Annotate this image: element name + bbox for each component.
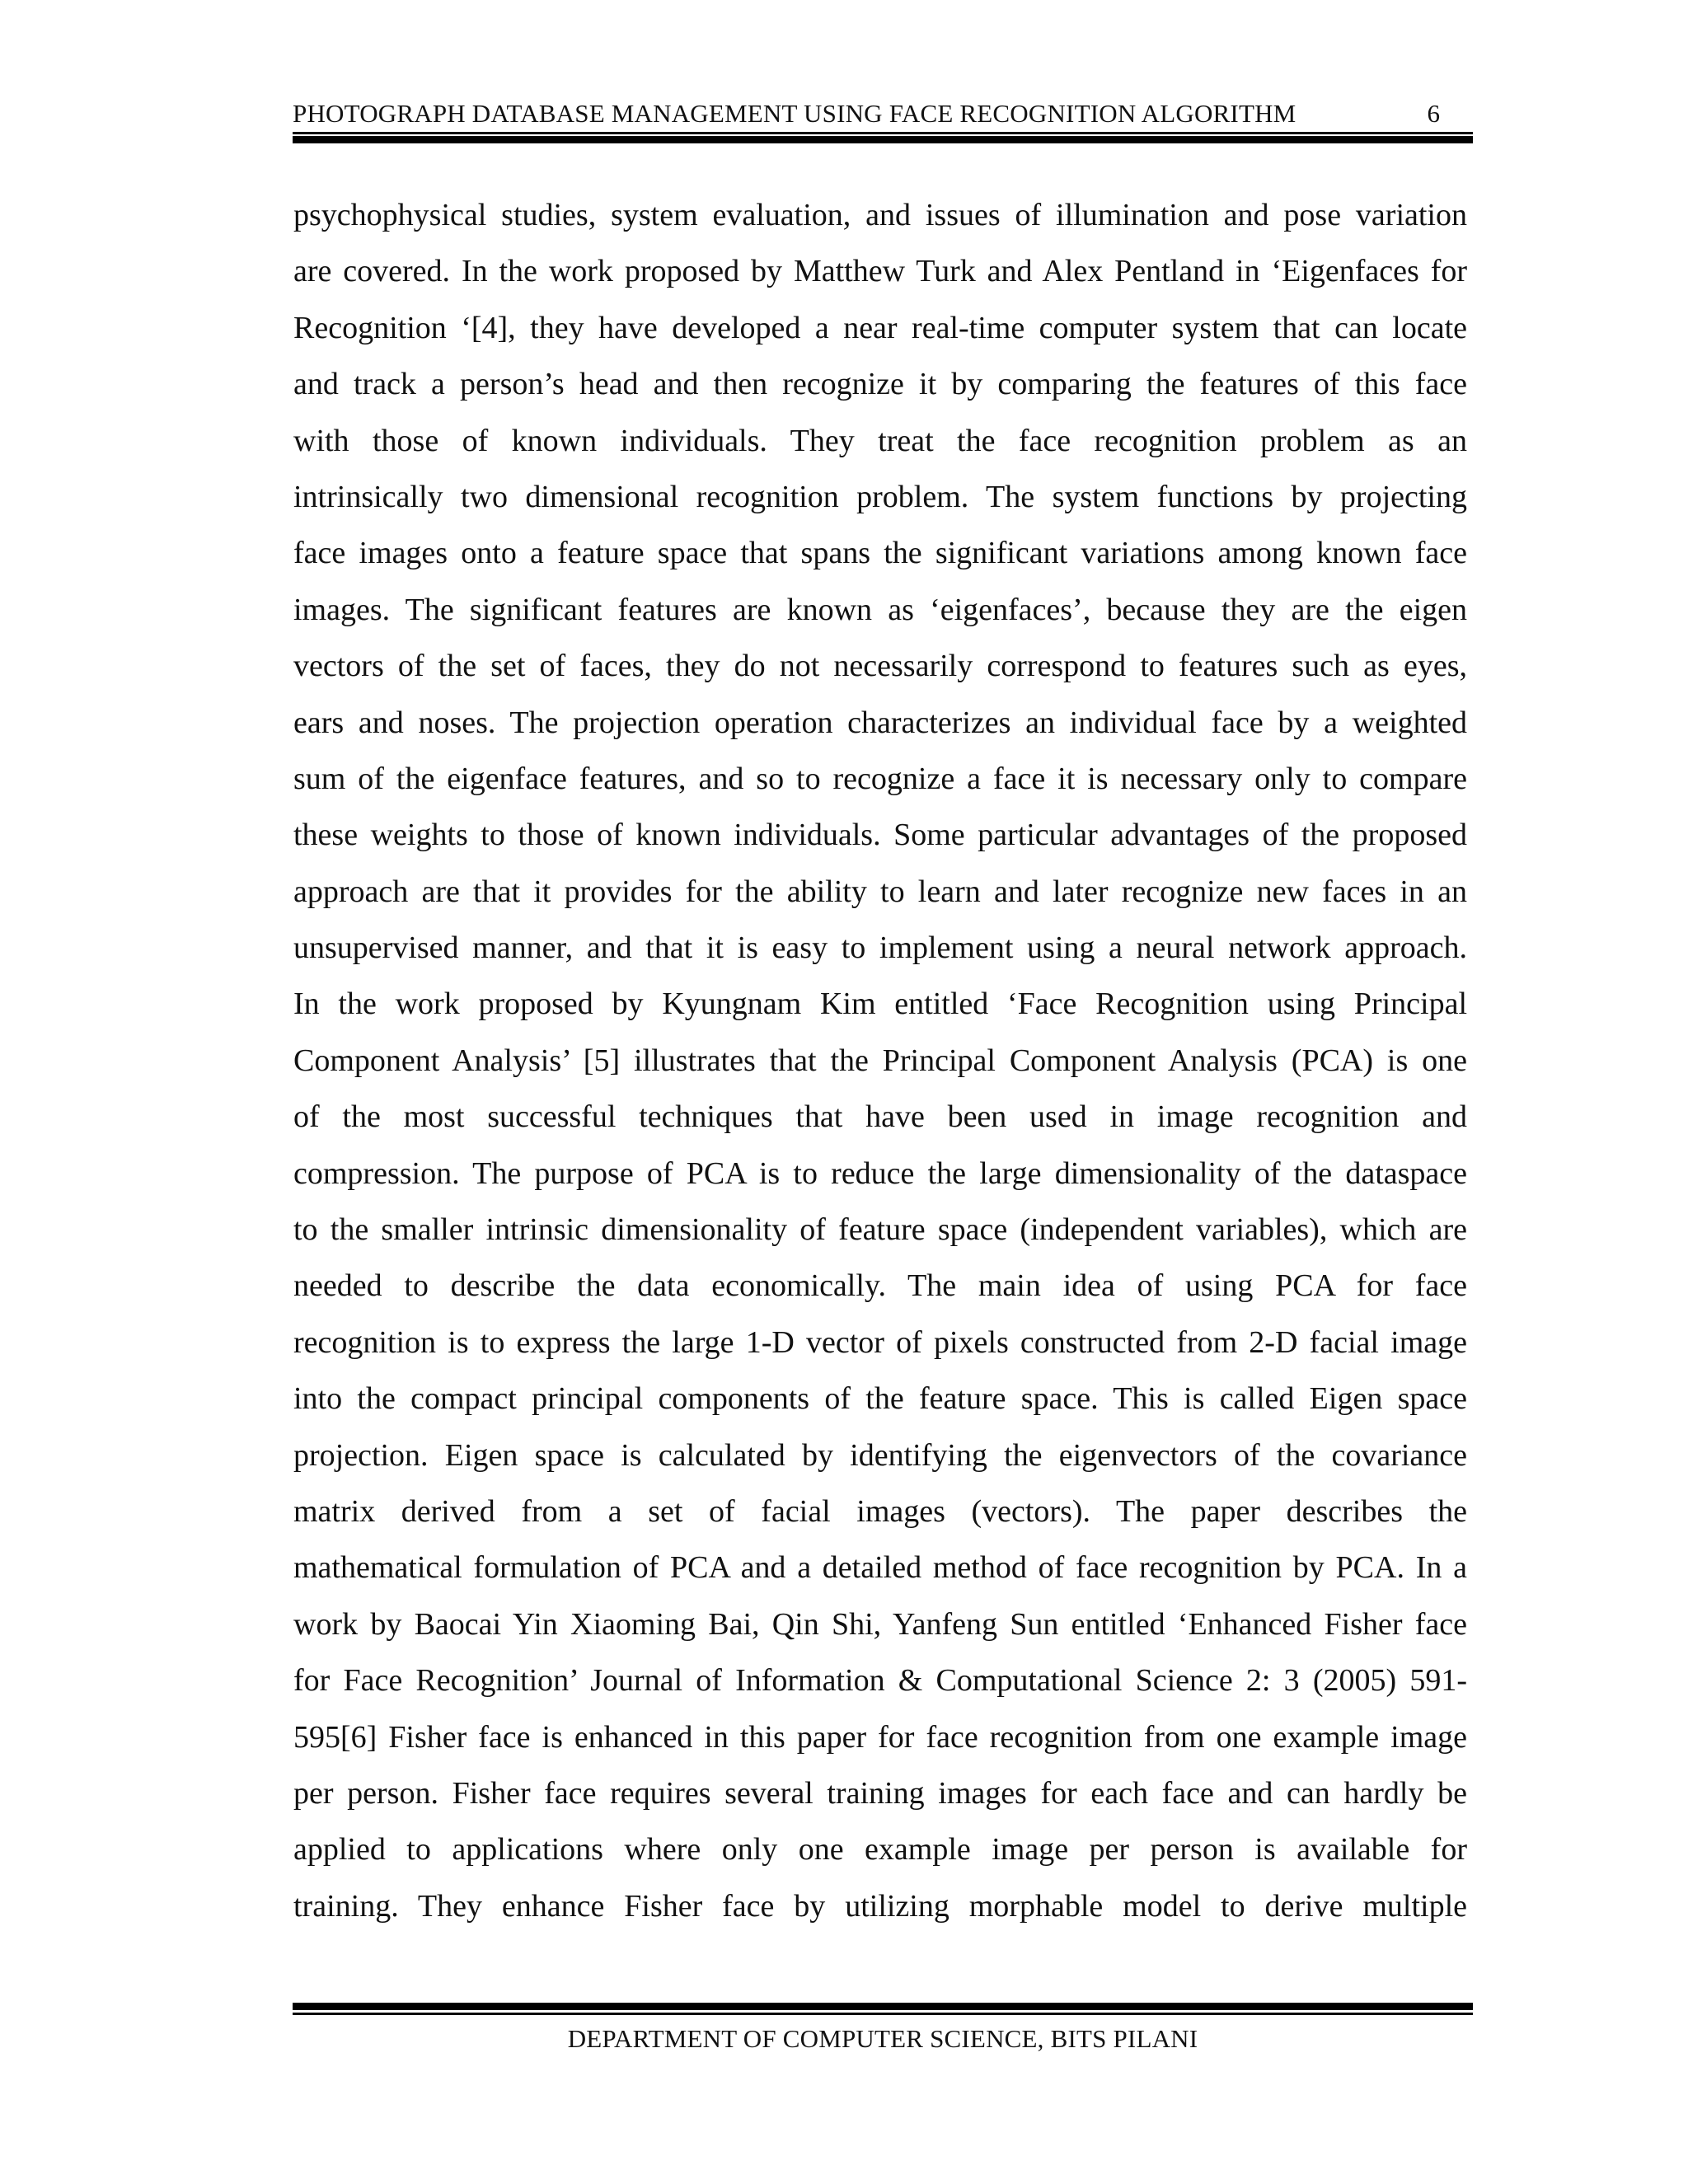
page-footer: DEPARTMENT OF COMPUTER SCIENCE, BITS PILANI xyxy=(567,2024,1198,2053)
text-line: intrinsically two dimensional recognition problem. The system functions by projecting xyxy=(293,479,1467,514)
text-line: ears and noses. The projection operation characterizes an individual face by a weighted xyxy=(293,705,1467,740)
text-line: training. They enhance Fisher face by utilizing morphable model to derive multiple xyxy=(293,1888,1467,1924)
body-paragraph xyxy=(293,187,1467,1934)
text-line: per person. Fisher face requires several training images for each face and can hardly be xyxy=(293,1775,1467,1811)
text-line: In the work proposed by Kyungnam Kim entitled ‘Face Recognition using Principal xyxy=(293,987,1467,1022)
text-line: these weights to those of known individuals. Some particular advantages of the proposed xyxy=(293,818,1467,853)
text-line: of the most successful techniques that have been used in image recognition and xyxy=(293,1099,1467,1135)
text-line: into the compact principal components of the feature space. This is called Eigen space xyxy=(293,1381,1467,1417)
footer-rule-thick xyxy=(293,2003,1473,2010)
header-title: PHOTOGRAPH DATABASE MANAGEMENT USING FACE RECOGNITION ALGORITHM xyxy=(293,99,1296,128)
text-line: with those of known individuals. They treat the face recognition problem as an xyxy=(293,423,1467,458)
text-line: needed to describe the data economically. The main idea of using PCA for face xyxy=(293,1268,1467,1304)
text-line: Component Analysis’ [5] illustrates that the Principal Component Analysis (PCA) is one xyxy=(293,1043,1467,1078)
text-line: face images onto a feature space that spans the significant variations among known face xyxy=(293,536,1467,571)
text-line: projection. Eigen space is calculated by identifying the eigenvectors of the covariance xyxy=(293,1437,1467,1473)
page-number: 6 xyxy=(1427,99,1440,128)
text-line: images. The significant features are known as ‘eigenfaces’, because they are the eigen xyxy=(293,592,1467,627)
text-line: applied to applications where only one example image per person is available for xyxy=(293,1832,1467,1868)
text-line: for Face Recognition’ Journal of Information & Computational Science 2: 3 (2005) 591- xyxy=(293,1663,1467,1699)
text-line: 595[6] Fisher face is enhanced in this paper for face recognition from one example image xyxy=(293,1719,1467,1755)
footer-rule-thin xyxy=(293,2013,1473,2015)
text-line: matrix derived from a set of facial images (vectors). The paper describes the xyxy=(293,1493,1467,1529)
text-line: mathematical formulation of PCA and a detailed method of face recognition by PCA. In a xyxy=(293,1550,1467,1586)
page-header xyxy=(293,97,1473,130)
header-rule-thick xyxy=(293,136,1473,143)
text-line: to the smaller intrinsic dimensionality of feature space (independent variables), which are xyxy=(293,1212,1467,1248)
text-line: Recognition ‘[4], they have developed a near real-time computer system that can locate xyxy=(293,310,1467,345)
text-line: vectors of the set of faces, they do not necessarily correspond to features such as eyes, xyxy=(293,649,1467,684)
text-line: psychophysical studies, system evaluation, and issues of illumination and pose variation xyxy=(293,198,1467,232)
text-line: approach are that it provides for the ability to learn and later recognize new faces in an xyxy=(293,874,1467,909)
text-line: recognition is to express the large 1-D vector of pixels constructed from 2-D facial image xyxy=(293,1324,1467,1360)
text-line: and track a person’s head and then recognize it by comparing the features of this face xyxy=(293,367,1467,402)
text-line: work by Baocai Yin Xiaoming Bai, Qin Shi, Yanfeng Sun entitled ‘Enhanced Fisher face xyxy=(293,1606,1467,1642)
text-line: unsupervised manner, and that it is easy to implement using a neural network approach. xyxy=(293,930,1467,966)
text-line: compression. The purpose of PCA is to reduce the large dimensionality of the dataspace xyxy=(293,1155,1467,1191)
text-line: sum of the eigenface features, and so to recognize a face it is necessary only to compare xyxy=(293,761,1467,796)
text-line: are covered. In the work proposed by Matthew Turk and Alex Pentland in ‘Eigenfaces for xyxy=(293,254,1467,289)
header-rule-thin xyxy=(293,132,1473,134)
